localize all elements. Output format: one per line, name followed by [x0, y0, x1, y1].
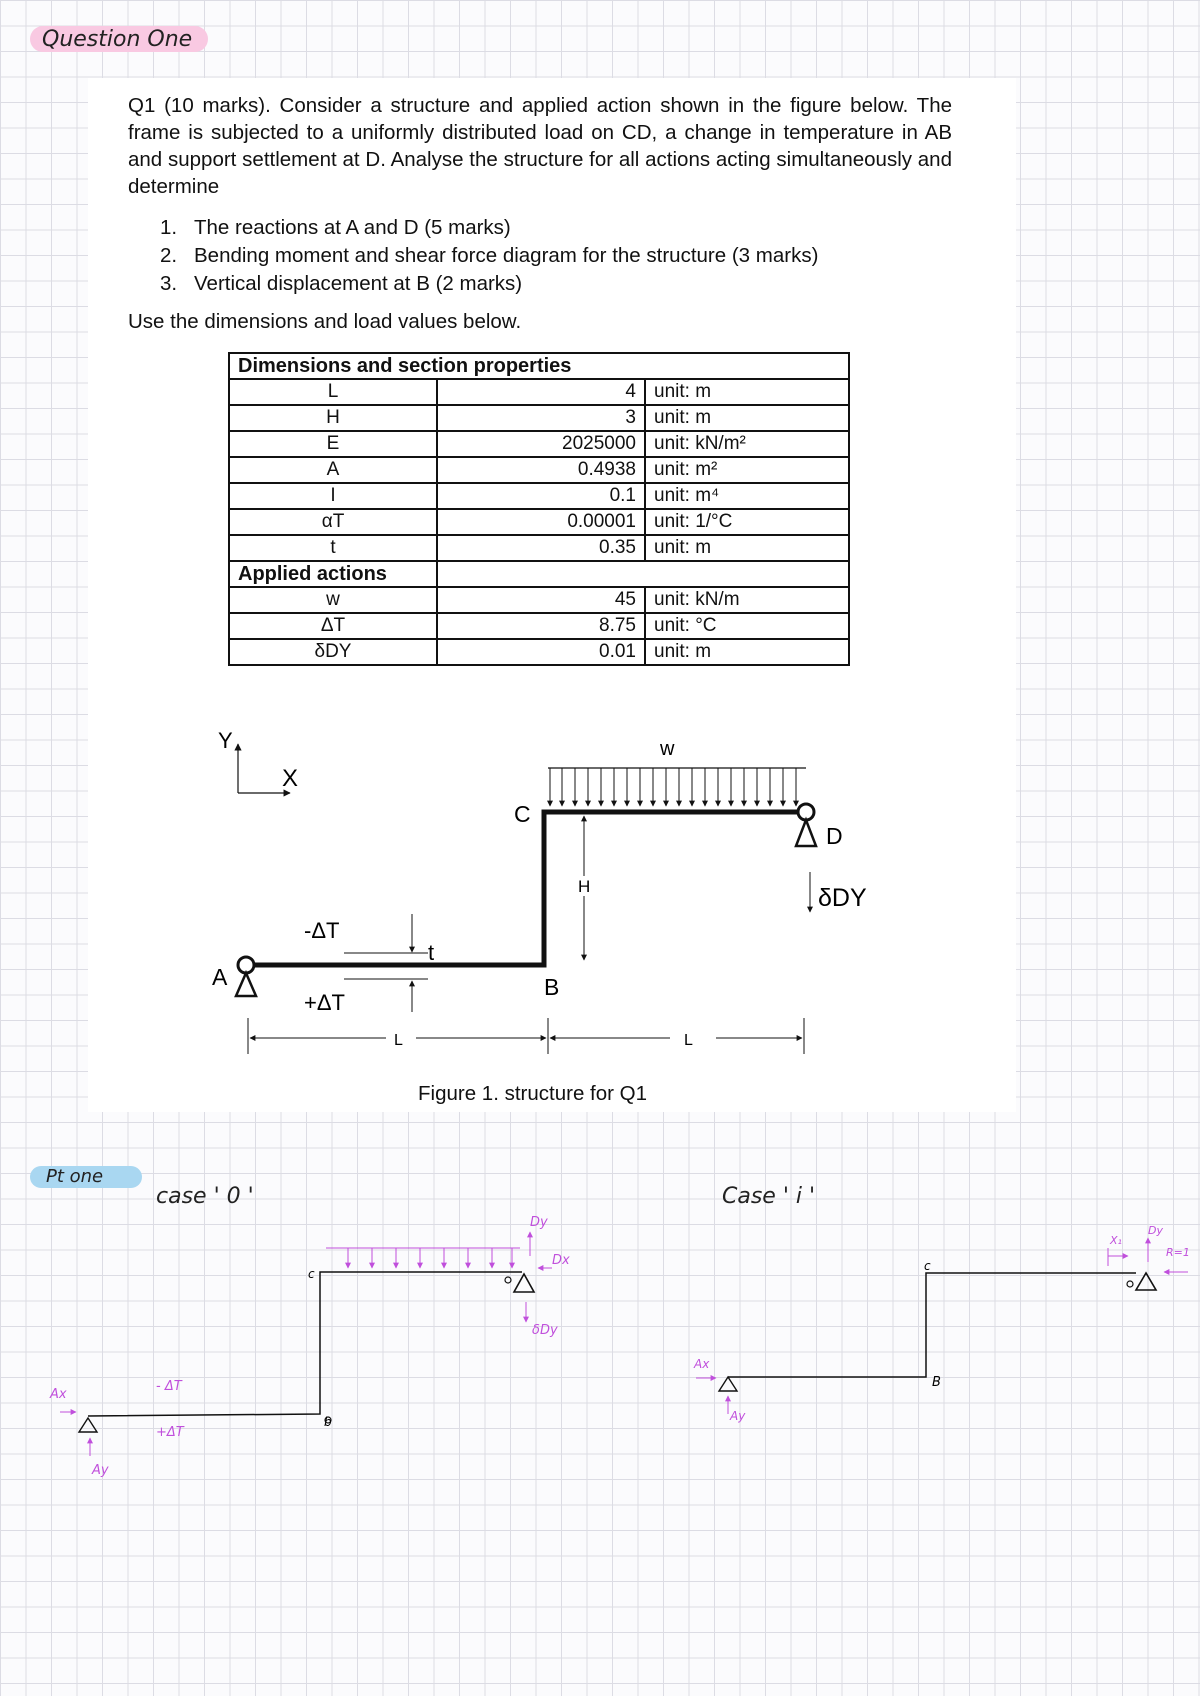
case-1-sketch: [693, 1224, 1190, 1423]
unit-cell: unit: 1/°C: [645, 509, 849, 535]
task-text: The reactions at A and D (5 marks): [194, 216, 511, 239]
use-instruction: Use the dimensions and load values below.: [128, 310, 522, 333]
case1-ay-label: Ay: [730, 1409, 746, 1423]
value-cell: 0.35: [437, 535, 645, 561]
symbol-cell: H: [229, 405, 437, 431]
temp-bottom-label: +ΔT: [304, 990, 345, 1015]
case0-reactions: [60, 1232, 552, 1456]
y-axis-label: Y: [218, 728, 233, 753]
unit-cell: unit: m: [645, 379, 849, 405]
unit-cell: unit: m: [645, 405, 849, 431]
symbol-cell: E: [229, 431, 437, 457]
value-cell: 8.75: [437, 613, 645, 639]
case-1-label: Case ' i ': [722, 1184, 816, 1209]
case1-node-b: B: [932, 1375, 941, 1390]
height-label: H: [578, 877, 591, 896]
case0-node-c: c: [308, 1267, 315, 1281]
thickness-label: t: [428, 940, 435, 965]
unit-cell: unit: m²: [645, 457, 849, 483]
question-intro: Q1 (10 marks). Consider a structure and applied action shown in the figure below. The frame is subjected to a uniformly distributed load on CD, a change in temperature in AB and support settlement at D. Analyse the structure for all actions acting simultaneously and determine: [128, 94, 952, 198]
case0-temp-bottom: +ΔT: [156, 1425, 184, 1440]
case-0-sketch: [49, 1215, 570, 1478]
x-axis-label: X: [282, 765, 299, 792]
dimensions-heading: Dimensions and section properties: [229, 353, 849, 379]
actions-heading: Applied actions: [229, 561, 437, 587]
symbol-cell: δDY: [229, 639, 437, 665]
node-d-label: D: [826, 823, 843, 849]
symbol-cell: I: [229, 483, 437, 509]
case0-support-d: [514, 1274, 534, 1292]
settlement-label: δDY: [818, 884, 867, 912]
value-cell: 0.01: [437, 639, 645, 665]
task-number: 2.: [160, 244, 178, 267]
question-one-label: Question One: [42, 27, 193, 52]
value-cell: 0.4938: [437, 457, 645, 483]
node-c-label: C: [514, 801, 531, 827]
span-label-bd: L: [684, 1032, 693, 1049]
symbol-cell: t: [229, 535, 437, 561]
load-w-label: w: [660, 738, 675, 760]
symbol-cell: ΔT: [229, 613, 437, 639]
case0-support-a: [79, 1418, 97, 1432]
symbol-cell: L: [229, 379, 437, 405]
symbol-cell: A: [229, 457, 437, 483]
figure-caption: Figure 1. structure for Q1: [418, 1082, 648, 1105]
node-b-label: B: [544, 974, 560, 1000]
unit-cell: unit: m: [645, 639, 849, 665]
value-cell: 4: [437, 379, 645, 405]
case0-temp-top: - ΔT: [156, 1379, 182, 1394]
unit-cell: unit: m⁴: [645, 483, 849, 509]
task-text: Vertical displacement at B (2 marks): [194, 272, 523, 295]
case-0-label: case ' 0 ': [156, 1184, 254, 1209]
case1-r-label: R=1: [1166, 1246, 1190, 1259]
case1-support-a: [719, 1377, 737, 1391]
value-cell: 0.00001: [437, 509, 645, 535]
span-label-ab: L: [394, 1032, 403, 1049]
unit-cell: unit: kN/m: [645, 587, 849, 613]
case1-ax-label: Ax: [694, 1357, 710, 1371]
unit-cell: unit: kN/m²: [645, 431, 849, 457]
node-a-label: A: [212, 964, 228, 990]
task-number: 1.: [160, 216, 178, 239]
value-cell: 2025000: [437, 431, 645, 457]
value-cell: 0.1: [437, 483, 645, 509]
case0-dy-label: Dy: [530, 1215, 548, 1230]
case0-settlement-label: δDy: [532, 1323, 558, 1338]
case1-support-d: [1136, 1273, 1156, 1290]
symbol-cell: w: [229, 587, 437, 613]
case1-dy-label: Dy: [1148, 1224, 1163, 1237]
task-text: Bending moment and shear force diagram for the structure (3 marks): [194, 244, 819, 267]
case0-dx-label: Dx: [552, 1253, 570, 1268]
part-one-label: Pt one: [46, 1166, 104, 1187]
case0-ax-label: Ax: [50, 1387, 67, 1402]
value-cell: 45: [437, 587, 645, 613]
symbol-cell: αT: [229, 509, 437, 535]
temp-top-label: -ΔT: [304, 918, 340, 943]
value-cell: 3: [437, 405, 645, 431]
case1-node-c: c: [924, 1259, 931, 1273]
case0-node-b: b: [324, 1415, 332, 1429]
unit-cell: unit: °C: [645, 613, 849, 639]
case1-x1-label: X₁: [1110, 1234, 1122, 1247]
case1-reactions: [696, 1238, 1188, 1414]
unit-cell: unit: m: [645, 535, 849, 561]
case0-ay-label: Ay: [92, 1463, 109, 1478]
case0-distributed-load: [326, 1248, 520, 1268]
task-number: 3.: [160, 272, 178, 295]
